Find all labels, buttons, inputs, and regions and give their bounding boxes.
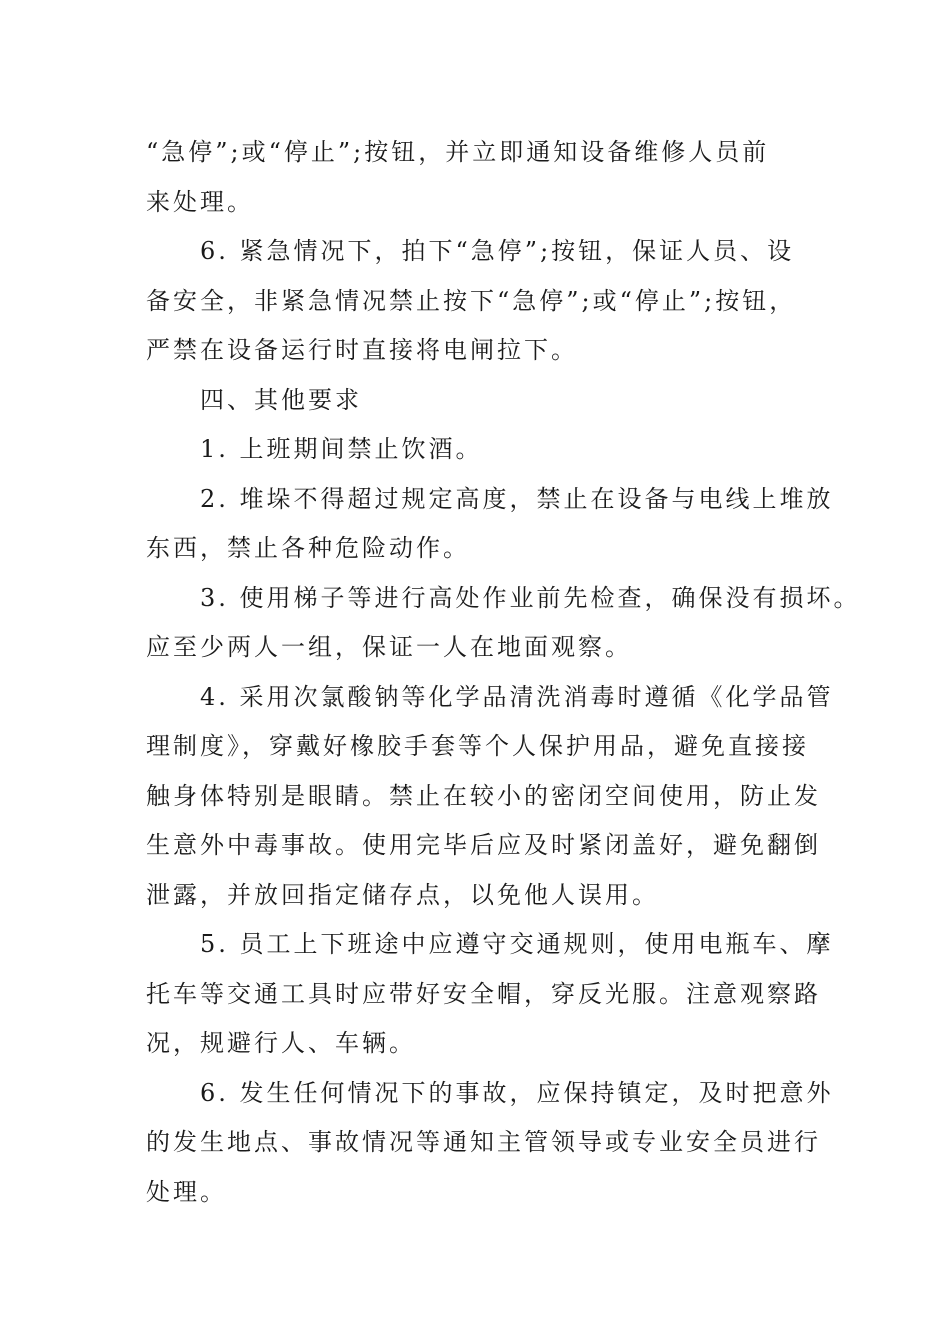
text-line: 的发生地点、事故情况等通知主管领导或专业安全员进行 [146,1128,821,1156]
text-line: 应至少两人一组，保证一人在地面观察。 [146,633,632,661]
text-line: 备安全，非紧急情况禁止按下“急停”;或“停止”;按钮， [146,286,797,315]
text-line: 4. 采用次氯酸钠等化学品清洗消毒时遵循《化学品管 [200,682,834,711]
text-line: 3. 使用梯子等进行高处作业前先检查，确保没有损坏。 [200,583,861,612]
section-heading: 四、其他要求 [200,385,362,414]
text-line: 来处理。 [146,187,254,216]
text-line: “急停”;或“停止”;按钮，并立即通知设备维修人员前 [146,138,770,166]
text-line: 托车等交通工具时应带好安全帽，穿反光服。注意观察路 [146,979,821,1008]
text-line: 泄露，并放回指定储存点，以免他人误用。 [146,880,659,909]
text-line: 1. 上班期间禁止饮酒。 [200,435,483,463]
text-line: 理制度》，穿戴好橡胶手套等个人保护用品，避免直接接 [146,732,809,760]
document-body [146,128,861,1217]
text-line: 处理。 [146,1177,227,1206]
text-line: 6. 发生任何情况下的事故，应保持镇定，及时把意外 [200,1078,834,1107]
text-line: 东西，禁止各种危险动作。 [146,534,470,562]
text-line: 5. 员工上下班途中应遵守交通规则，使用电瓶车、摩 [200,930,834,958]
text-line: 严禁在设备运行时直接将电闸拉下。 [146,336,578,364]
text-line: 触身体特别是眼睛。禁止在较小的密闭空间使用，防止发 [146,781,821,810]
text-line: 况，规避行人、车辆。 [146,1029,416,1057]
text-line: 生意外中毒事故。使用完毕后应及时紧闭盖好，避免翻倒 [146,831,821,859]
text-line: 6. 紧急情况下，拍下“急停”;按钮，保证人员、设 [200,237,795,265]
text-line: 2. 堆垛不得超过规定高度，禁止在设备与电线上堆放 [200,484,834,513]
